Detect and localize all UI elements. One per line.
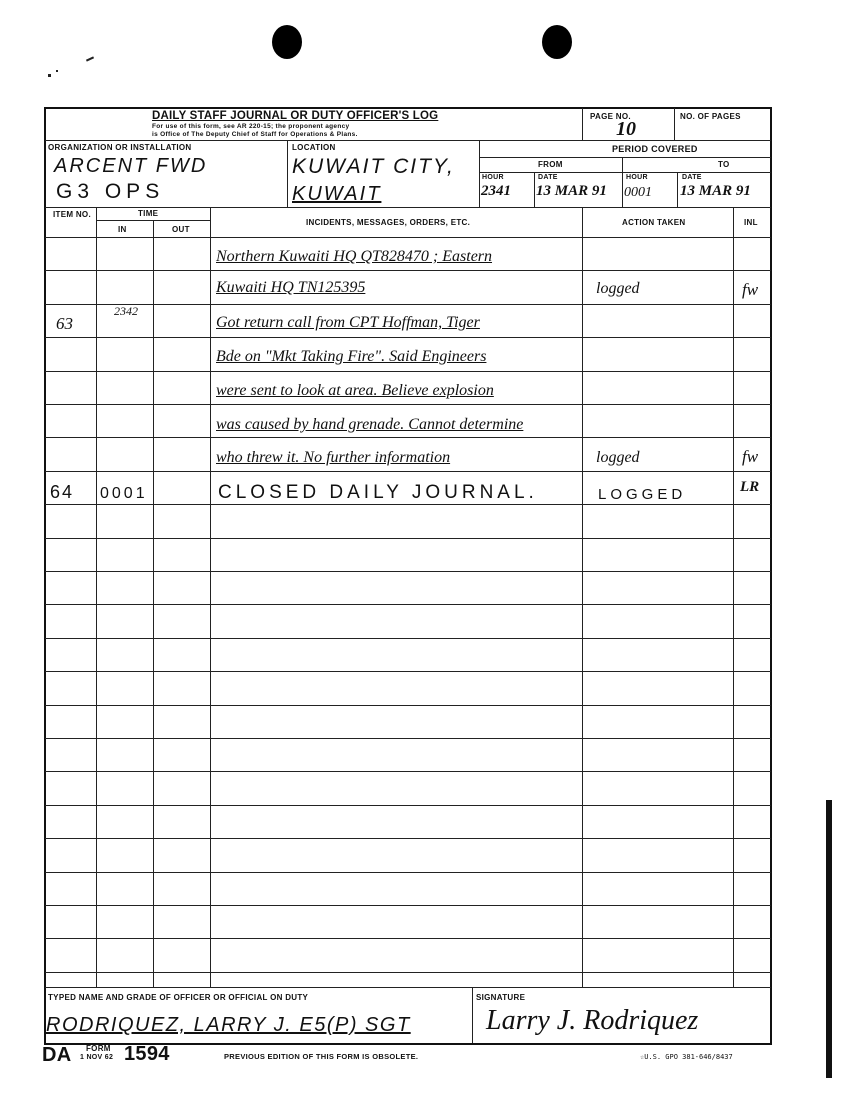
header-divider [534,172,535,207]
punch-hole-right [542,25,572,59]
row-line [45,771,771,772]
to-hour-value: 0001 [624,185,652,200]
form-title: DAILY STAFF JOURNAL OR DUTY OFFICER'S LOG [152,110,439,122]
entry-action: logged [596,449,640,466]
from-hour-value: 2341 [481,183,511,199]
entry-initials: fw [742,280,759,299]
page-no-label: PAGE NO. [590,112,631,121]
entry-action: logged [596,280,640,297]
form-id-number: 1594 [124,1043,170,1065]
location-value: KUWAIT [292,183,382,205]
header-divider [287,140,288,207]
header-divider [622,157,623,207]
punch-hole-left [272,25,302,59]
typed-name-label: TYPED NAME AND GRADE OF OFFICER OR OFFICIAL ON DUTY [48,993,309,1002]
org-label: ORGANIZATION OR INSTALLATION [48,143,192,152]
from-date-label: DATE [538,174,558,181]
gpo-note: ☆U.S. GPO 381-646/8437 [640,1053,733,1061]
form-subtitle: For use of this form, see AR 220-15; the proponent agency [152,123,350,130]
to-label: TO [718,160,730,169]
org-value: G3 OPS [56,180,165,203]
row-line [45,738,771,739]
time-label: TIME [138,209,159,218]
time-out-label: OUT [172,225,190,234]
from-hour-label: HOUR [482,174,504,181]
column-divider [210,207,211,987]
row-line [45,538,771,539]
header-divider [45,207,771,208]
entry-text: Northern Kuwaiti HQ QT828470 ; Eastern [216,248,493,265]
column-divider [733,207,734,987]
row-line [45,705,771,706]
column-divider [96,207,97,987]
footer-divider [472,987,473,1043]
previous-edition-note: PREVIOUS EDITION OF THIS FORM IS OBSOLETE. [224,1052,419,1061]
inl-label: INL [744,218,758,227]
time-in-label: IN [118,225,127,234]
entry-item-no: 63 [56,314,73,333]
entry-action: LOGGED [598,486,687,503]
to-date-label: DATE [682,174,702,181]
incidents-label: INCIDENTS, MESSAGES, ORDERS, ETC. [306,218,471,227]
entry-text: Bde on "Mkt Taking Fire". Said Engineers [216,348,487,365]
to-date-value: 13 MAR 91 [680,183,751,199]
header-divider [674,108,675,140]
form-id-date: 1 NOV 62 [80,1054,114,1061]
row-line [45,571,771,572]
scan-speck [56,70,58,72]
typed-name-value: RODRIQUEZ, LARRY J. E5(P) SGT [46,1014,411,1036]
signature-label: SIGNATURE [476,993,526,1002]
row-line [45,638,771,639]
header-divider [479,140,480,207]
row-line [45,371,771,372]
row-line [45,270,771,271]
entry-time-in: 0001 [100,485,148,502]
no-of-pages-label: NO. OF PAGES [680,112,741,121]
entry-time-in: 2342 [114,304,138,318]
period-covered-label: PERIOD COVERED [612,144,698,154]
header-divider [45,140,771,141]
page-no-value: 10 [616,118,636,140]
location-value: KUWAIT CITY, [292,155,455,178]
entry-initials: LR [740,479,760,495]
from-date-value: 13 MAR 91 [536,183,607,199]
entry-text: Kuwaiti HQ TN125395 [216,279,366,296]
scan-speck [48,74,51,77]
header-divider [582,108,583,140]
action-taken-label: ACTION TAKEN [622,218,686,227]
row-line [45,838,771,839]
form-id-da: DA [42,1044,72,1066]
column-divider [582,207,583,987]
form-id-form: FORM [86,1044,111,1053]
header-divider [479,157,771,158]
entry-text: were sent to look at area. Believe explosion [216,382,494,399]
item-no-label: ITEM NO. [53,210,91,219]
to-hour-label: HOUR [626,174,648,181]
header-divider [677,172,678,207]
location-label: LOCATION [292,143,336,152]
row-line [45,905,771,906]
row-line [45,404,771,405]
entry-text: Got return call from CPT Hoffman, Tiger [216,314,480,331]
row-line [45,437,771,438]
row-line [45,671,771,672]
row-line [45,504,771,505]
row-line [45,938,771,939]
entry-item-no: 64 [50,482,75,502]
row-line [45,872,771,873]
row-line [45,805,771,806]
header-divider [479,172,771,173]
row-line [45,604,771,605]
org-value: ARCENT FWD [54,155,208,177]
from-label: FROM [538,160,563,169]
row-line [45,337,771,338]
entry-text: was caused by hand grenade. Cannot determine [216,416,524,433]
row-line [45,471,771,472]
form-subtitle: is Office of The Deputy Chief of Staff for Operations & Plans. [152,131,358,138]
scan-speck [86,56,94,61]
footer-divider [45,987,771,988]
signature-value: Larry J. Rodriquez [486,1005,699,1036]
entry-text: who threw it. No further information [216,449,451,466]
scan-edge-bar [826,800,832,1078]
row-line [45,304,771,305]
entry-initials: fw [742,447,759,466]
entry-text: CLOSED DAILY JOURNAL. [218,482,538,503]
row-line [45,972,771,973]
